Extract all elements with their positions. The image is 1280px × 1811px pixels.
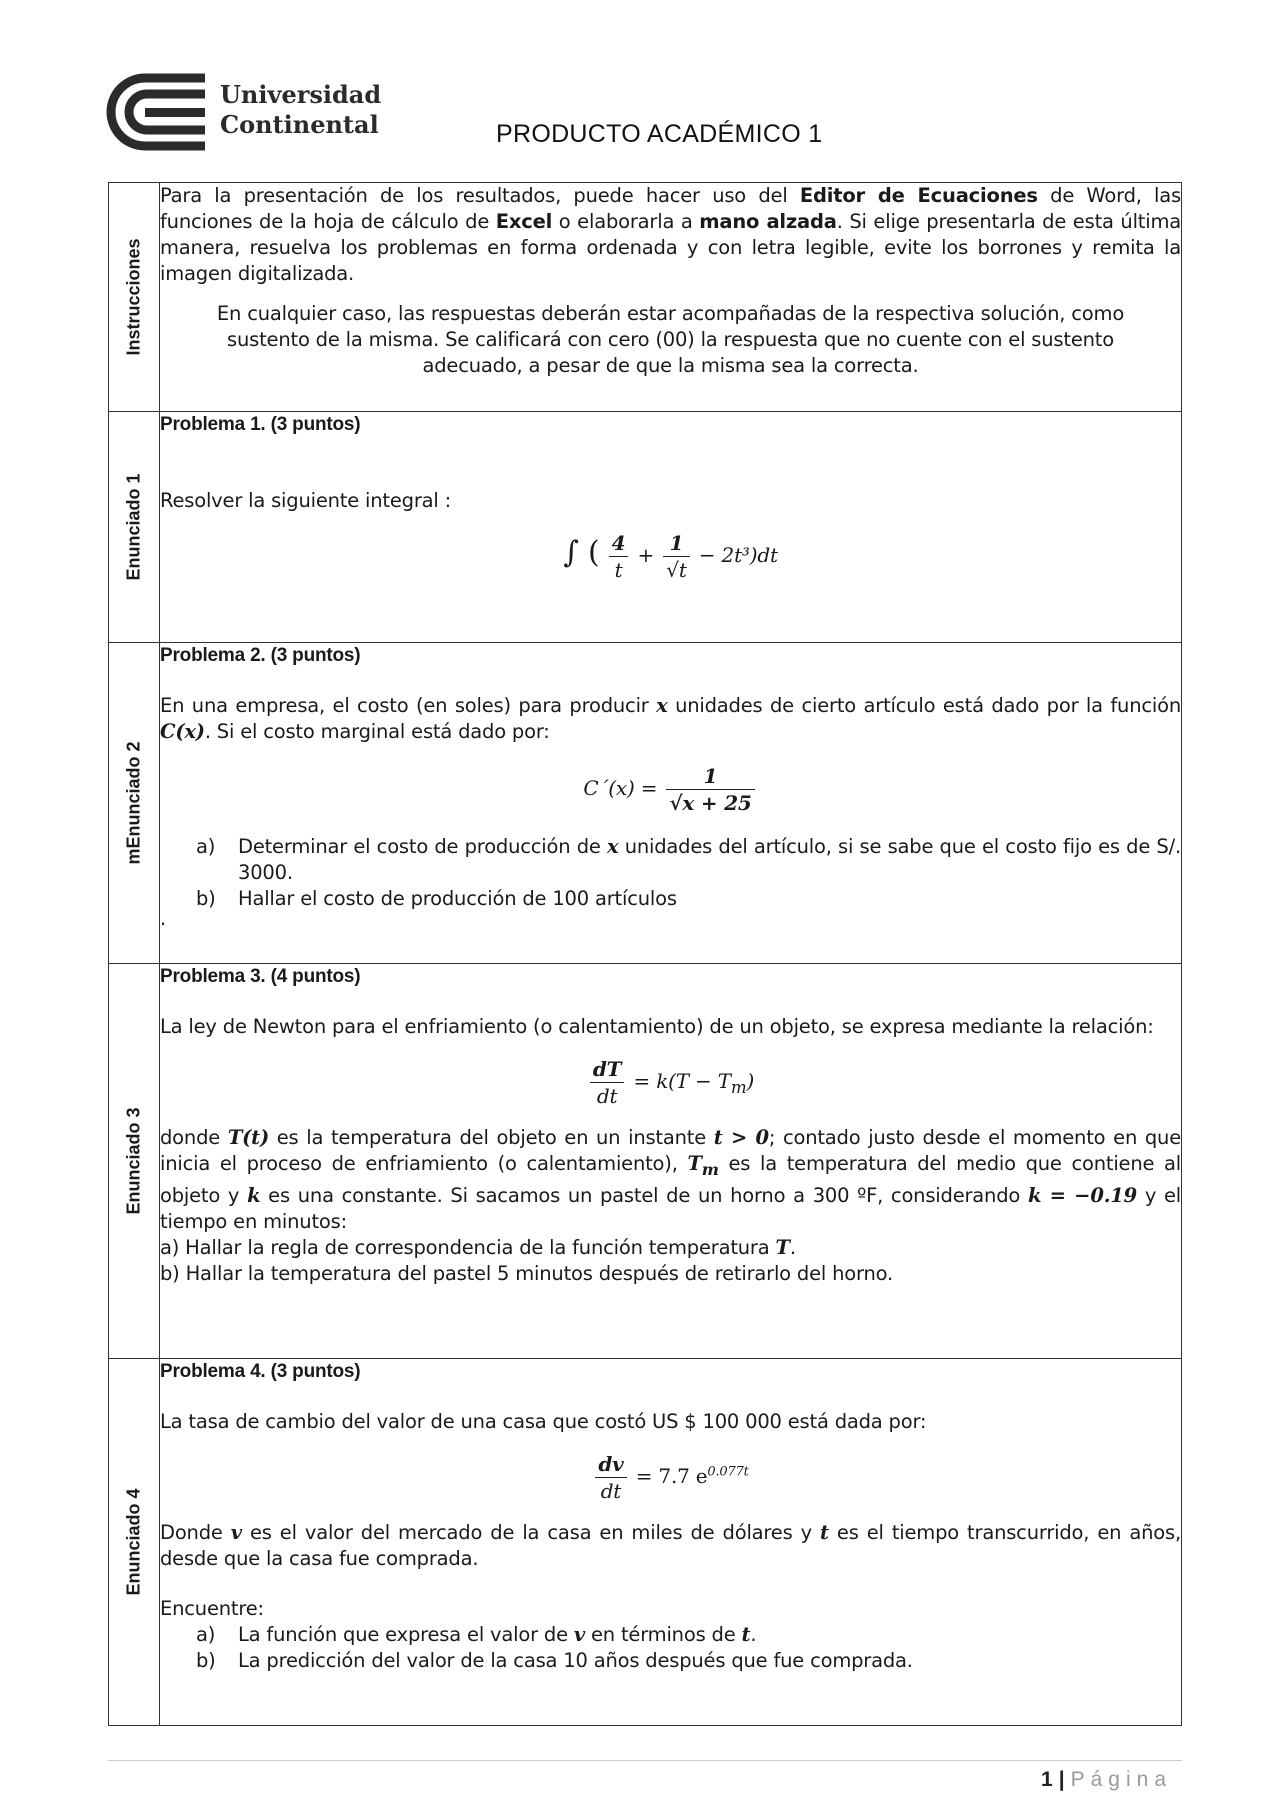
list-item: a) La función que expresa el valor de v en términos de t.: [196, 1623, 757, 1646]
list-item: b) Hallar el costo de producción de 100 artículos: [196, 887, 677, 910]
side-label-enunciado-4: Enunciado 4: [123, 1488, 144, 1596]
row-instrucciones: [109, 183, 1182, 412]
logo-line-2: Continental: [220, 110, 379, 139]
row-problem-3: [109, 964, 1182, 1359]
instructions-cell: [160, 183, 1182, 412]
side-label-instrucciones: Instrucciones: [123, 238, 144, 356]
trailing-dot: .: [160, 907, 166, 930]
logo-wordmark: [220, 80, 381, 140]
list-item: b) La predicción del valor de la casa 10 años después que fue comprada.: [196, 1649, 913, 1672]
side-label-enunciado-2: mEnunciado 2: [123, 741, 144, 865]
page-number: 1: [1041, 1768, 1053, 1791]
instructions-paragraph-2: En cualquier caso, las respuestas deberán estar acompañadas de la respectiva solución, como sustento de la misma. Se calificará con cero (00) la respuesta que no cuente con el sustento adecuado, a pesar de que la misma sea la correcta.: [216, 302, 1125, 377]
row-problem-1: [109, 412, 1182, 643]
side-label-cell: [109, 964, 160, 1359]
footer-divider: [108, 1760, 1182, 1761]
problem-3-question-a: a) Hallar la regla de correspondencia de la función temperatura T.: [160, 1235, 796, 1259]
problem-3-cell: [160, 964, 1182, 1359]
problem-3-intro: La ley de Newton para el enfriamiento (o calentamiento) de un objeto, se expresa mediante la relación:: [160, 1015, 1154, 1038]
problems-table: [108, 182, 1182, 1726]
problem-2-formula: C´(x) = $\frac{1}{√x + 25}$: [160, 763, 1181, 816]
problem-3-description: donde T(t) es la temperatura del objeto en un instante t > 0; contado justo desde el momento en que inicia el proceso de enfriamiento (o calentamiento), $T_m$ es la temperatura del medio que contiene al objeto y k es una constante. Si sacamos un pastel de un horno a 300 ºF, considerando k = −0.19 y el tiempo en minutos:: [160, 1126, 1182, 1233]
problem-2-cell: [160, 643, 1182, 964]
problem-4-formula: $\frac{dv}{dt}$ = 7.7 $e^{0.077t}$: [160, 1451, 1181, 1504]
side-label-cell: [109, 643, 160, 964]
side-label-cell: [109, 412, 160, 643]
problem-2-text: En una empresa, el costo (en soles) para producir x unidades de cierto artículo está dado por la función C(x). Si el costo marginal está dado por:: [160, 694, 1181, 743]
instructions-paragraph-1: Para la presentación de los resultados, puede hacer uso del Editor de Ecuaciones de Word, las funciones de la hoja de cálculo de Excel o elaborarla a mano alzada. Si elige presentarla de esta última manera, resuelva los problemas en forma ordenada y con letra legible, evite los borrones y remita la imagen digitalizada.: [160, 184, 1181, 285]
row-problem-2: [109, 643, 1182, 964]
footer-page-word: Página: [1070, 1768, 1172, 1791]
problem-4-questions: [160, 1622, 1181, 1674]
footer-separator: |: [1058, 1768, 1065, 1791]
page-footer: [1041, 1768, 1172, 1792]
problem-1-title: Problema 1. (3 puntos): [160, 414, 361, 435]
university-logo: [105, 72, 382, 152]
side-label-cell: [109, 1359, 160, 1726]
problem-1-integral: ∫ ( $\frac{4}{t}$ + $\frac{1}{√t}$ − 2t³)dt: [563, 531, 778, 582]
side-label-cell: [109, 183, 160, 412]
list-item: a) Determinar el costo de producción de x unidades del artículo, si se sabe que el costo fijo es de S/. 3000.: [196, 835, 1181, 884]
problem-2-title: Problema 2. (3 puntos): [160, 645, 361, 666]
problem-2-questions: [160, 834, 1181, 912]
problem-3-title: Problema 3. (4 puntos): [160, 966, 361, 987]
problem-3-formula: $\frac{dT}{dt}$ = $k(T - T_m)$: [160, 1056, 1181, 1109]
logo-mark-icon: [105, 72, 215, 152]
problem-3-question-b: b) Hallar la temperatura del pastel 5 minutos después de retirarlo del horno.: [160, 1261, 893, 1285]
problem-1-text: Resolver la siguiente integral :: [160, 489, 451, 512]
problem-4-title: Problema 4. (3 puntos): [160, 1361, 361, 1382]
logo-line-1: Universidad: [220, 80, 382, 109]
problem-1-cell: [160, 412, 1182, 643]
side-label-enunciado-3: Enunciado 3: [123, 1107, 144, 1215]
row-problem-4: [109, 1359, 1182, 1726]
problem-4-find: Encuentre:: [160, 1597, 264, 1620]
document-title: PRODUCTO ACADÉMICO 1: [496, 120, 823, 148]
problem-4-description: Donde v es el valor del mercado de la casa en miles de dólares y t es el tiempo transcurrido, en años, desde que la casa fue comprada.: [160, 1521, 1181, 1570]
problem-4-cell: [160, 1359, 1182, 1726]
problem-4-intro: La tasa de cambio del valor de una casa que costó US $ 100 000 está dada por:: [160, 1410, 927, 1433]
side-label-enunciado-1: Enunciado 1: [123, 473, 144, 581]
